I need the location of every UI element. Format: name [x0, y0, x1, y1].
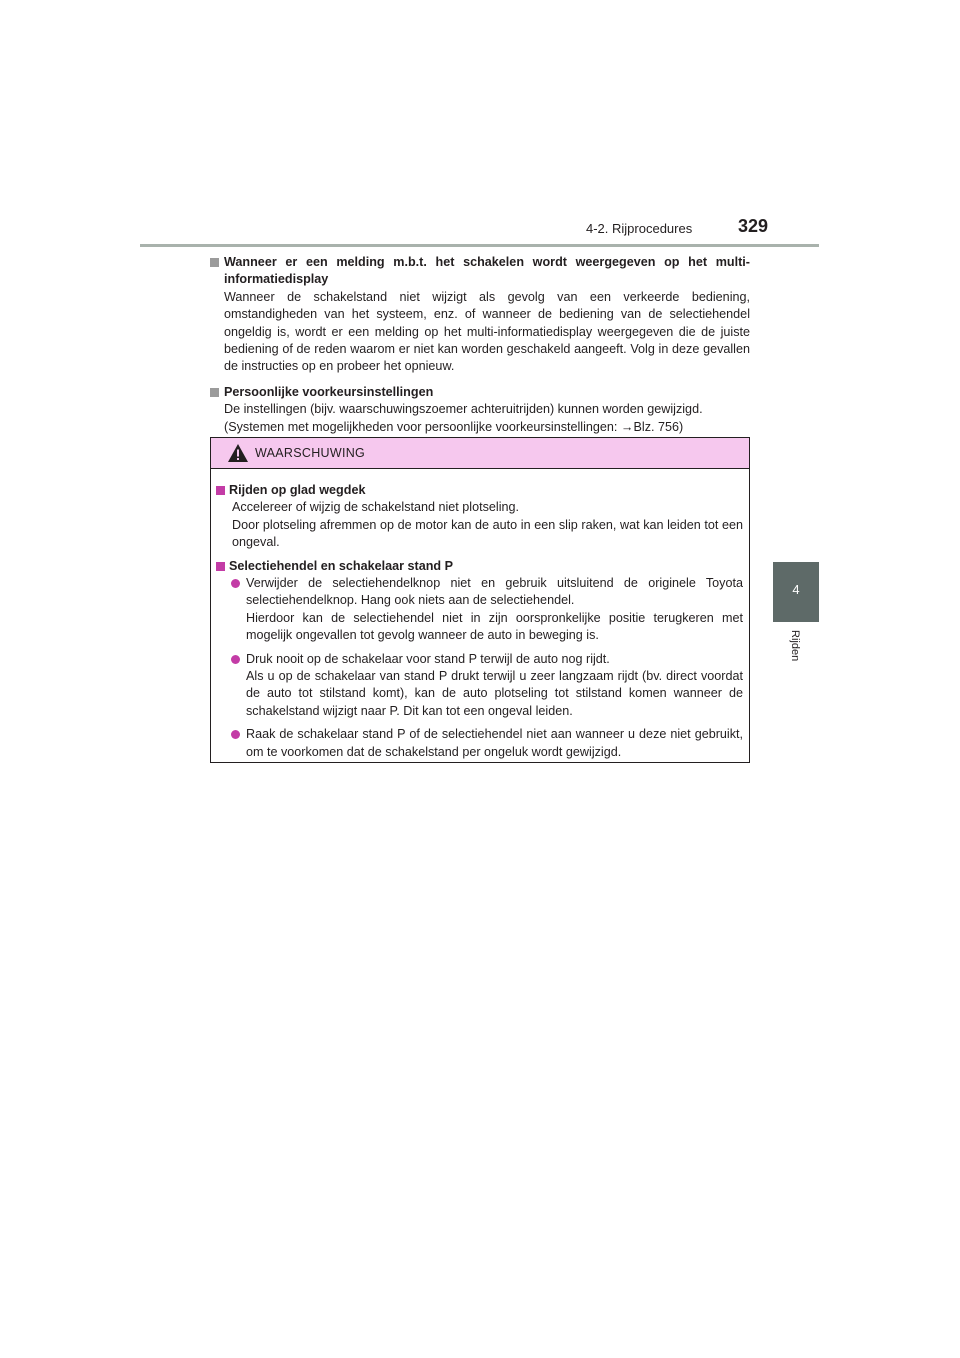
section-body	[210, 401, 750, 436]
paragraph: Accelereer of wijzig de schakelstand niet plotseling.	[232, 500, 520, 515]
section-heading	[210, 254, 750, 289]
chapter-label: Rijden	[789, 630, 801, 662]
section-heading	[210, 384, 750, 401]
warning-section-heading-text: Rijden op glad wegdek	[229, 483, 366, 497]
chapter-number: 4	[792, 582, 800, 597]
page-header	[0, 0, 960, 250]
section-title: 4-2. Rijprocedures	[586, 221, 693, 236]
section-body	[210, 289, 750, 376]
warning-section-heading-text: Selectiehendel en schakelaar stand P	[229, 558, 453, 573]
chapter-tab[interactable]	[773, 562, 819, 622]
warning-box	[210, 437, 750, 763]
warning-section-heading	[216, 482, 743, 499]
warning-triangle-icon	[227, 443, 249, 463]
warning-bullet	[216, 575, 743, 645]
bullet-dot-icon	[231, 579, 240, 588]
bullet-dot-icon	[231, 730, 240, 739]
paragraph: Wanneer de schakelstand niet wijzigt als gevolg van een verkeerde bediening, omstandigheden van het systeem, enz. of wanneer de bediening van de selectiehendel ongeldig is, wordt er een melding op het multi-informatiedisplay weergegeven die de juiste bediening of de reden waarom er niet kan worden geschakeld aangeeft. Volg in deze gevallen de instructies op en probeer het opnieuw.	[224, 289, 750, 374]
warning-bullet	[216, 651, 743, 721]
grey-square-icon	[210, 258, 219, 267]
paragraph: Raak de schakelaar stand P of de selectiehendel niet aan wanneer u deze niet gebruikt, om te voorkomen dat de schakelstand per ongeluk wordt gewijzigd.	[246, 727, 743, 759]
section-personal-settings	[210, 384, 750, 436]
section-heading-text: Wanneer er een melding m.b.t. het schakelen wordt weergegeven op het multi-informatiedisplay	[224, 255, 750, 287]
header-rule	[140, 244, 819, 247]
warning-header	[211, 438, 749, 469]
paragraph: Druk nooit op de schakelaar voor stand P terwijl de auto nog rijdt.	[246, 651, 610, 666]
paragraph: De instellingen (bijv. waarschuwingszoemer achteruitrijden) kunnen worden gewijzigd.	[224, 402, 703, 417]
page-number: 329	[738, 216, 769, 236]
warning-bullet	[216, 726, 743, 761]
section-shift-message	[210, 254, 750, 376]
page-reference[interactable]: (Systemen met mogelijkheden voor persoonlijke voorkeursinstellingen: →Blz. 756)	[224, 419, 684, 434]
paragraph: Als u op de schakelaar van stand P drukt terwijl u zeer langzaam rijdt (bv. direct voordat de auto tot stilstand komt), kan de auto plotseling tot stilstand komen wanneer de schakelstand wijzigt naar P. Dit kan tot een ongeval leiden.	[246, 669, 743, 718]
chapter-label-container	[781, 630, 811, 690]
warning-body	[211, 469, 749, 761]
section-heading-text: Persoonlijke voorkeursinstellingen	[224, 384, 434, 399]
warning-section-heading	[216, 558, 743, 575]
grey-square-icon	[210, 388, 219, 397]
paragraph: Hierdoor kan de selectiehendel niet in zijn oorspronkelijke positie terugkeren met mogelijk ongevallen tot gevolg wanneer de auto in beweging is.	[246, 610, 743, 643]
warning-section-body	[216, 499, 743, 551]
paragraph: Verwijder de selectiehendelknop niet en gebruik uitsluitend de originele Toyota selectiehendelknop. Hang ook niets aan de selectiehendel.	[246, 576, 743, 608]
warning-title: WAARSCHUWING	[255, 446, 366, 460]
magenta-square-icon	[216, 562, 225, 571]
main-content	[210, 254, 750, 444]
bullet-dot-icon	[231, 655, 240, 664]
paragraph: Door plotseling afremmen op de motor kan de auto in een slip raken, wat kan leiden tot een ongeval.	[232, 517, 743, 550]
magenta-square-icon	[216, 486, 225, 495]
